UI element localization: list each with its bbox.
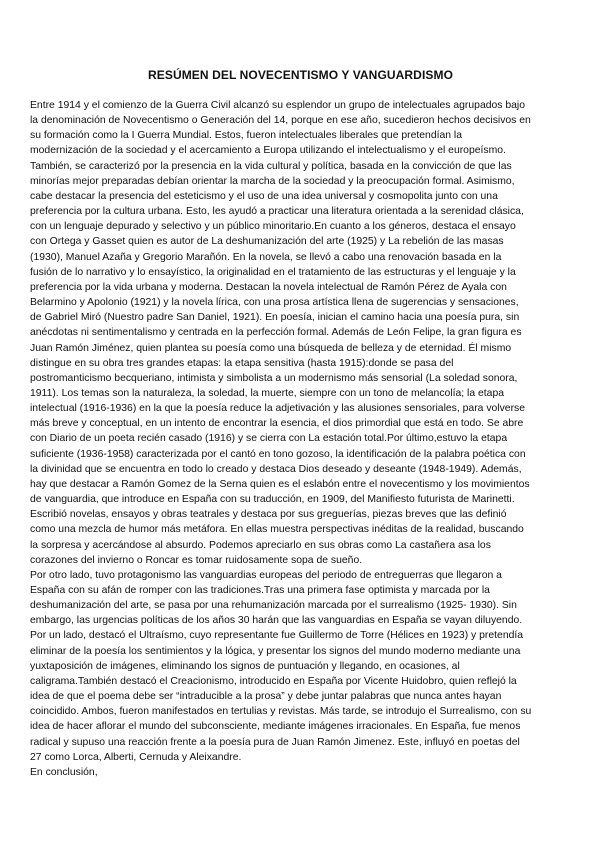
body-text-line: intelectual (1916-1936) en la que la poesía reduce la adjetivación y las alusiones sensoriales, para volverse — [30, 403, 526, 415]
body-text-line: 1911). Los temas son la naturaleza, la soledad, la muerte, siempre con un tono de melancolía; la etapa — [30, 387, 505, 399]
body-text-line: embargo, las urgencias políticas de los años 30 harán que las vanguardias en España se vayan diluyendo. — [30, 615, 523, 627]
body-text-line: España con su afán de romper con las tradiciones.Tras una primera fase optimista y marcada por la — [30, 585, 490, 596]
body-text-line: minorías mejor preparadas debían orientar la marcha de la sociedad y la preocupación formal. Asimismo, — [30, 175, 515, 187]
body-text-line: anécdotas ni sentimentalismo y centrada en la perfección formal. Además de León Felipe, la gran figura es — [30, 327, 522, 339]
body-text-line: distingue en su obra tres grandes etapas: la etapa sensitiva (hasta 1915):donde se pasa del — [30, 357, 454, 369]
body-text-line: Por un lado, destacó el Ultraísmo, cuyo representante fue Guillermo de Torre (Hélices en 1923) y pretendía — [30, 630, 524, 642]
body-text-line: Entre 1914 y el comienzo de la Guerra Civil alcanzó su esplendor un grupo de intelectuales agrupados bajo — [30, 100, 526, 111]
body-text-line: la denominación de Novecentismo o Generación del 14, porque en ese año, sucedieron hechos decisivos en — [30, 115, 531, 127]
body-text-line: caligrama.También destacó el Creacionismo, introducido en España por Vicente Huidobro, quien reflejó la — [30, 675, 517, 687]
body-text-line: eliminar de la poesía los sentimientos y la lógica, y presentar los signos del mundo moderno mediante una — [30, 645, 521, 657]
body-text-line: idea de que el poema debe ser “intraducible a la prosa” y debe juntar palabras que nunca antes hayan — [30, 691, 502, 703]
body-text-line: preferencia por la vida urbana y moderna. Destacan la novela intelectual de Ramón Pérez de Ayala con — [30, 281, 507, 293]
body-text-line: radical y supuso una reacción frente a la poesía pura de Juan Ramón Jimenez. Este, influyó en poetas del — [30, 736, 520, 748]
body-text-line: hay que destacar a Ramón Gomez de la Serna quien es el eslabón entre el novecentismo y los movimientos — [30, 478, 530, 490]
body-text-line: de vanguardia, que introduce en España con su traducción, en 1909, del Manifiesto futurista de Marinetti. — [30, 494, 515, 506]
body-text-line: idea de hacer aflorar el mundo del subconsciente, mediante imágenes irracionales. En España, fue menos — [30, 721, 521, 733]
document-title: RESÚMEN DEL NOVECENTISMO Y VANGUARDISMO — [147, 68, 454, 82]
body-text-line: con Ortega y Gasset quien es autor de La deshumanización del arte (1925) y La rebelión de las masas — [30, 236, 504, 248]
document-body — [30, 98, 571, 780]
body-text-line: Belarmino y Apolonio (1921) y la novela lírica, con una prosa artística llena de sugerencias y sensaciones, — [30, 297, 519, 309]
body-text-line: También, se caracterizó por la presencia en la vida cultural y política, basada en la convicción de que las — [30, 160, 512, 172]
body-text-line: cabe destacar la presencia del esteticismo y el uso de una idea universal y cosmopolita junto con una — [30, 190, 498, 202]
body-text-line: corazones del invierno o Roncar es tomar ruidosamente sopa de sueño. — [30, 554, 363, 566]
body-text-line: coincidido. Ambos, fueron manifestados en tertulias y revistas. Más tarde, se introdujo el Surrealismo, con su — [30, 706, 532, 718]
body-text-line: 27 como Lorca, Alberti, Cernuda y Aleixandre. — [30, 751, 242, 763]
body-text-line: con un lenguaje depurado y selectivo y un público minoritario.En cuanto a los géneros, destaca el ensayo — [30, 221, 516, 233]
body-text-line: preferencia por la cultura urbana. Esto, les ayudó a practicar una literatura orientada a la serenidad clásica, — [30, 206, 524, 218]
body-text-line: En conclusión, — [30, 766, 98, 778]
body-text-line: de Gabriel Miró (Nuestro padre San Daniel, 1921). En poesía, inician el camino hacia una poesía pura, sin — [30, 312, 520, 324]
body-text-line: la divinidad que se encuentra en todo lo creado y destaca Dios deseado y deseante (1948-1949). Además, — [30, 463, 522, 475]
body-text-line: (1930), Manuel Azaña y Gregorio Marañón. En la novela, se llevó a cabo una renovación basada en la — [30, 251, 502, 263]
body-text-line: Escribió novelas, ensayos y obras teatrales y destaca por sus greguerías, piezas breves que las definió — [30, 509, 507, 521]
body-text-line: Juan Ramón Jiménez, quien plantea su poesía como una búsqueda de belleza y de eternidad. Él mismo — [30, 342, 512, 354]
body-text-line: con Diario de un poeta recién casado (1916) y se cierra con La estación total.Por último,estuvo la etapa — [30, 433, 508, 445]
body-text-line: postromanticismo becqueriano, intimista y simbolista a un modernismo más sensorial (La soledad sonora, — [30, 372, 518, 384]
body-text-line: deshumanización del arte, se pasa por una rehumanización marcada por el surrealismo (1925- 1930). Sin — [30, 600, 517, 612]
body-text-line: más breve y conceptual, en un intento de encontrar la esencia, el dios primordial que está en todo. Se abre — [30, 418, 524, 430]
body-text-line: suficiente (1936-1958) caracterizada por el cantó en tono gozoso, la identificación de la palabra poética con — [30, 448, 526, 460]
body-text-line: Por otro lado, tuvo protagonismo las vanguardias europeas del periodo de entreguerras que llegaron a — [30, 569, 502, 581]
body-text-line: fusión de lo narrativo y lo ensayístico, la originalidad en el tratamiento de las estructuras y el lenguaje y la — [30, 266, 516, 278]
body-text-line: su formación como la I Guerra Mundial. Estos, fueron intelectuales liberales que pretendían la — [30, 130, 463, 142]
body-text-line: yuxtaposición de imágenes, eliminando los signos de puntuación y llegando, en ocasiones, al — [30, 660, 460, 672]
body-text-line: como una mezcla de humor más metáfora. En ellas muestra perspectivas inéditas de la realidad, buscando — [30, 524, 524, 536]
body-text-line: modernización de la sociedad y el acercamiento a Europa utilizando el intelectualismo y el europeísmo. — [30, 145, 506, 157]
body-text-line: la sorpresa y acercándose al absurdo. Podemos apreciarlo en sus obras como La castañera asa los — [30, 539, 491, 551]
